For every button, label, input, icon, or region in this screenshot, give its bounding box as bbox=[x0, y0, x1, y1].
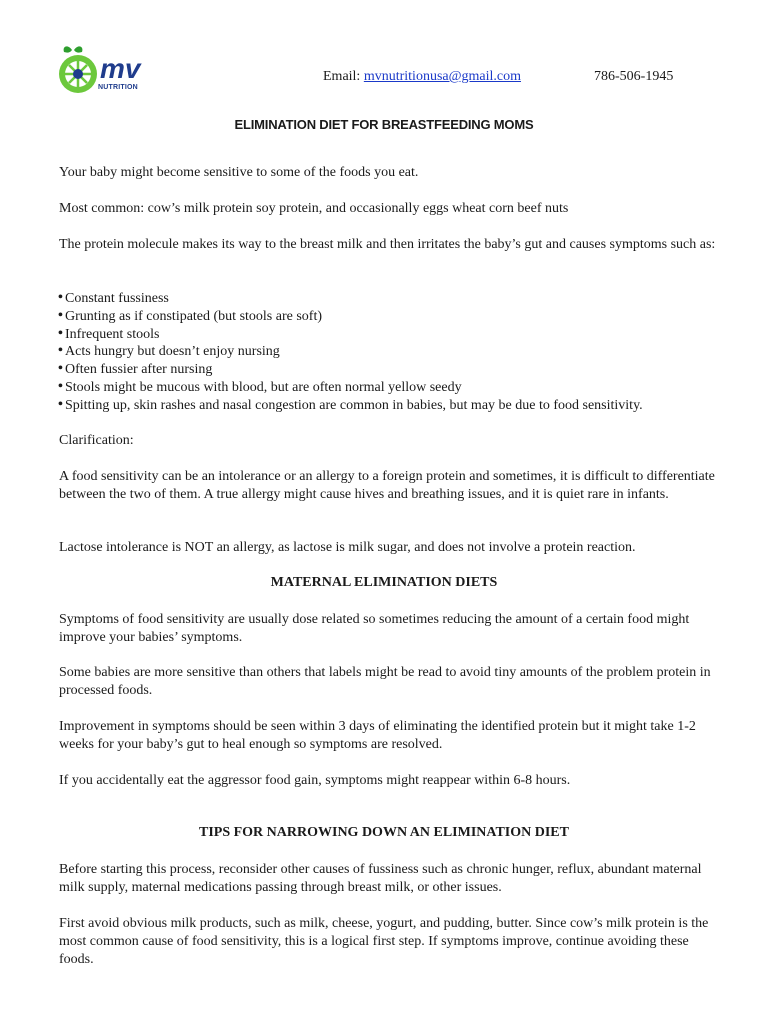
section-paragraph: Symptoms of food sensitivity are usually dose related so sometimes reducing the amount of a certain food might improve your babies’ symptoms. bbox=[59, 612, 690, 645]
list-item: • Grunting as if constipated (but stools are soft) bbox=[59, 308, 739, 326]
section-paragraph: Before starting this process, reconsider other causes of fussiness such as chronic hunger, reflux, abundant maternal milk supply, maternal medications passing through breast milk, or other issues. bbox=[59, 862, 702, 895]
symptom-list bbox=[59, 290, 739, 415]
list-item: • Stools might be mucous with blood, but are often normal yellow seedy bbox=[59, 379, 739, 397]
list-item: • Constant fussiness bbox=[59, 290, 739, 308]
list-item: • Infrequent stools bbox=[59, 326, 739, 344]
section-paragraph: First avoid obvious milk products, such as milk, cheese, yogurt, and pudding, butter. Since cow’s milk protein is the most common cause of food sensitivity, this is a logical first step. If symptoms improve, continue avoiding these foods. bbox=[59, 916, 709, 967]
email-link[interactable]: mvnutritionusa@gmail.com bbox=[363, 69, 521, 84]
email-label: Email: bbox=[323, 69, 364, 84]
logo-subtitle: NUTRITION bbox=[98, 84, 138, 91]
intro-paragraph: The protein molecule makes its way to the breast milk and then irritates the baby’s gut and causes symptoms such as: bbox=[59, 237, 716, 252]
list-item: • Spitting up, skin rashes and nasal congestion are common in babies, but may be due to food sensitivity. bbox=[59, 397, 739, 415]
section-paragraph: If you accidentally eat the aggressor food gain, symptoms might reappear within 6-8 hours. bbox=[59, 773, 571, 788]
section-heading: MATERNAL ELIMINATION DIETS bbox=[270, 575, 498, 590]
logo-wordmark: mv bbox=[100, 53, 141, 84]
page-title: ELIMINATION DIET FOR BREASTFEEDING MOMS bbox=[234, 117, 534, 132]
section-paragraph: Some babies are more sensitive than others that labels might be read to avoid tiny amounts of the problem protein in processed foods. bbox=[59, 665, 711, 698]
intro-paragraph: Most common: cow’s milk protein soy protein, and occasionally eggs wheat corn beef nuts bbox=[59, 201, 569, 216]
list-item: • Often fussier after nursing bbox=[59, 361, 739, 379]
section-heading: TIPS FOR NARROWING DOWN AN ELIMINATION DIET bbox=[198, 825, 569, 840]
clarification-paragraph: A food sensitivity can be an intolerance or an allergy to a foreign protein and sometimes, it is difficult to differentiate between the two of them. A true allergy might cause hives and breathing issues, and it is quiet rare in infants. bbox=[59, 469, 715, 502]
section-paragraph: Improvement in symptoms should be seen within 3 days of eliminating the identified protein but it might take 1-2 weeks for your baby’s gut to heal enough so symptoms are resolved. bbox=[59, 719, 696, 752]
clarification-paragraph: Lactose intolerance is NOT an allergy, as lactose is milk sugar, and does not involve a protein reaction. bbox=[59, 540, 636, 555]
intro-paragraph: Your baby might become sensitive to some of the foods you eat. bbox=[59, 165, 419, 180]
clarification-label: Clarification: bbox=[59, 433, 134, 448]
email-line bbox=[323, 69, 521, 85]
list-item: • Acts hungry but doesn’t enjoy nursing bbox=[59, 343, 739, 361]
phone-number: 786-506-1945 bbox=[594, 69, 674, 84]
